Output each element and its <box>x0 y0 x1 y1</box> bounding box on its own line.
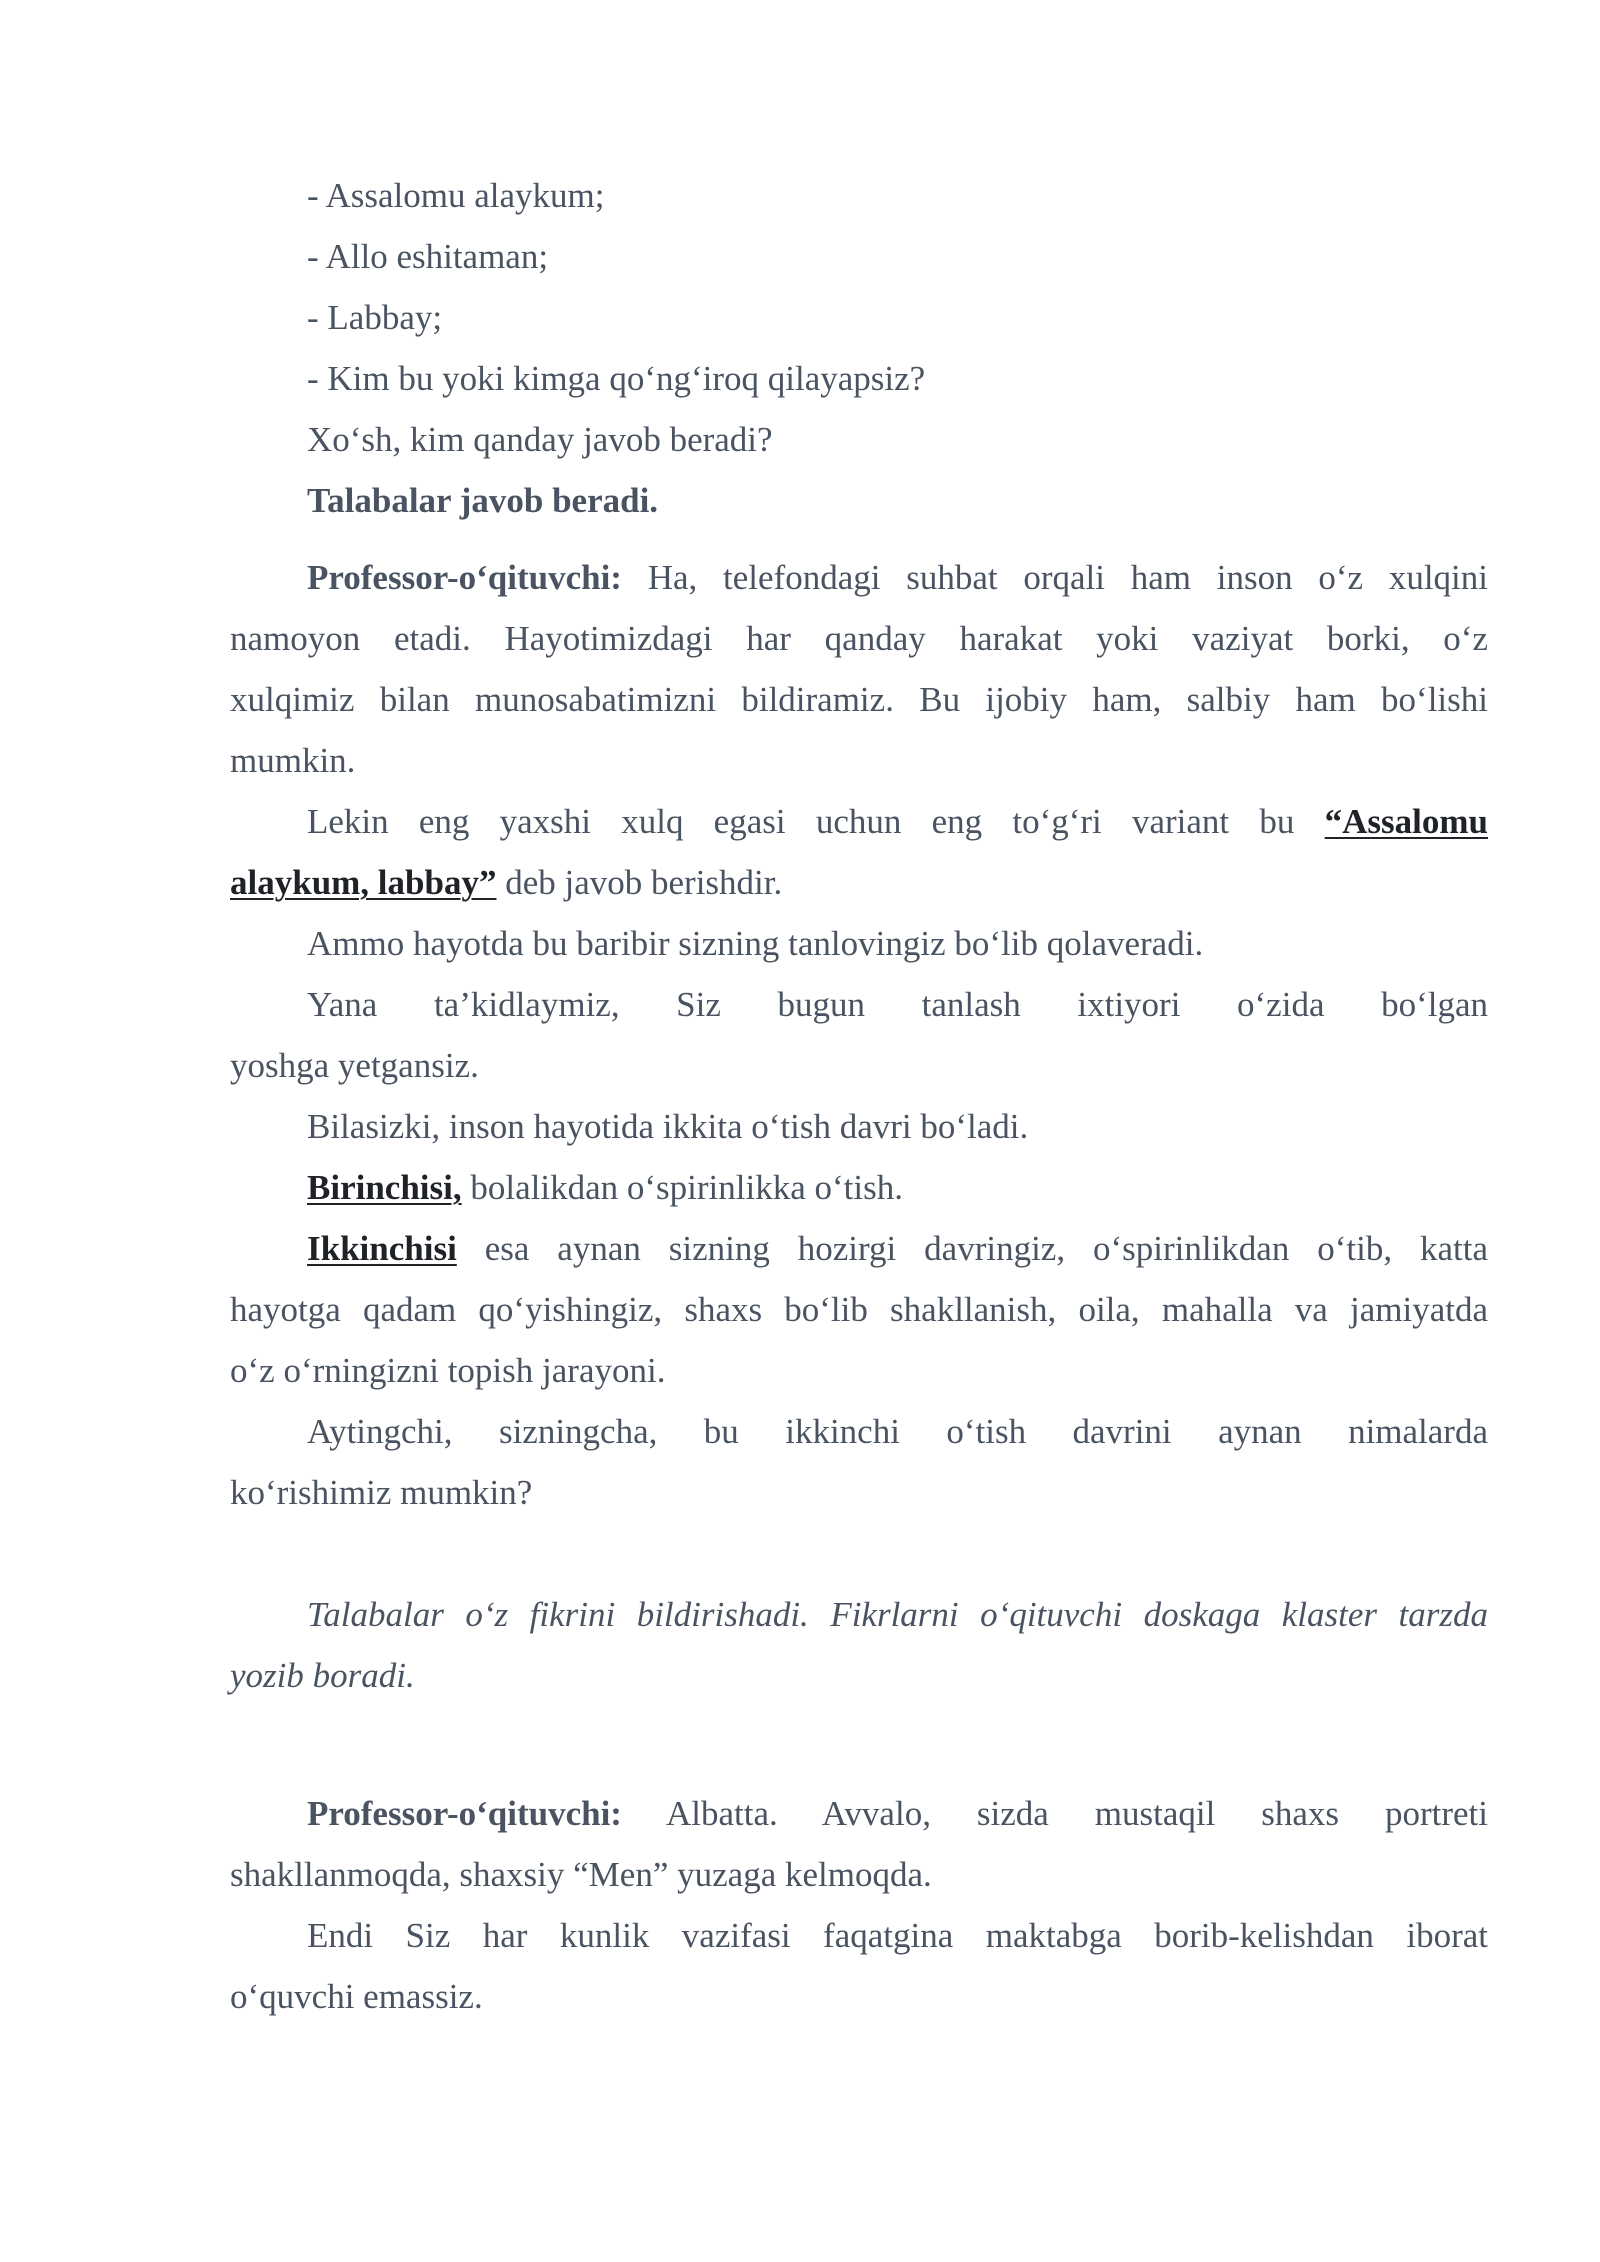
speaker-label: Professor-o‘qituvchi: <box>307 558 622 597</box>
note-line-2: yozib boradi. <box>230 1656 415 1695</box>
term-first: Birinchisi, <box>307 1168 462 1207</box>
paragraph-9-line-1 <box>230 1783 1488 1844</box>
paragraph-2-line-1 <box>230 791 1488 852</box>
paragraph-1-line-4: mumkin. <box>230 741 356 780</box>
dialogue-line-1: - Assalomu alaykum; <box>307 176 605 215</box>
dialogue-line-2: - Allo eshitaman; <box>307 237 549 276</box>
paragraph-1-line-2: namoyon etadi. Hayotimizdagi har qanday harakat yoki vaziyat borki, o‘z <box>230 619 1488 658</box>
paragraph-gap <box>230 1706 1488 1783</box>
dialogue-line-4: - Kim bu yoki kimga qo‘ng‘iroq qilayapsiz? <box>307 359 926 398</box>
paragraph-6-text: bolalikdan o‘spirinlikka o‘tish. <box>461 1168 903 1207</box>
note-line-1: Talabalar o‘z fikrini bildirishadi. Fikrlarni o‘qituvchi doskaga klaster tarzda <box>307 1595 1488 1634</box>
paragraph-7-line-2: hayotga qadam qo‘yishingiz, shaxs bo‘lib shakllanish, oila, mahalla va jamiyatda <box>230 1290 1488 1329</box>
quoted-greeting-part-2: alaykum, labbay” <box>230 863 497 902</box>
paragraph-7-text: esa aynan sizning hozirgi davringiz, o‘spirinlikdan o‘tib, katta <box>456 1229 1488 1268</box>
paragraph-4-line-1: Yana ta’kidlaymiz, Siz bugun tanlash ixtiyori o‘zida bo‘lgan <box>307 985 1488 1024</box>
paragraph-2-line-2 <box>230 852 1488 913</box>
paragraph-1-line-1 <box>230 547 1488 608</box>
term-second: Ikkinchisi <box>307 1229 457 1268</box>
paragraph-5: Bilasizki, inson hayotida ikkita o‘tish davri bo‘ladi. <box>307 1107 1029 1146</box>
paragraph-1-text: Ha, telefondagi suhbat orqali ham inson o‘z xulqini <box>647 558 1488 597</box>
quoted-greeting-part-1: “Assalomu <box>1324 802 1488 841</box>
paragraph-2-text: Lekin eng yaxshi xulq egasi uchun eng to‘g‘ri variant bu <box>307 802 1295 841</box>
paragraph-1-line-3: xulqimiz bilan munosabatimizni bildiramiz. Bu ijobiy ham, salbiy ham bo‘lishi <box>230 680 1488 719</box>
paragraph-6 <box>230 1157 1488 1218</box>
document-page <box>230 165 1488 2027</box>
paragraph-4-line-2: yoshga yetgansiz. <box>230 1046 479 1085</box>
paragraph-8-line-2: ko‘rishimiz mumkin? <box>230 1473 533 1512</box>
paragraph-10-line-2: o‘quvchi emassiz. <box>230 1977 483 2016</box>
paragraph-9-line-2: shakllanmoqda, shaxsiy “Men” yuzaga kelmoqda. <box>230 1855 932 1894</box>
paragraph-10-line-1: Endi Siz har kunlik vazifasi faqatgina maktabga borib-kelishdan iborat <box>307 1916 1488 1955</box>
paragraph-8-line-1: Aytingchi, sizningcha, bu ikkinchi o‘tish davrini aynan nimalarda <box>307 1412 1488 1451</box>
paragraph-3: Ammo hayotda bu baribir sizning tanlovingiz bo‘lib qolaveradi. <box>307 924 1204 963</box>
speaker-label: Professor-o‘qituvchi: <box>307 1794 622 1833</box>
paragraph-9-text: Albatta. Avvalo, sizda mustaqil shaxs portreti <box>621 1794 1488 1833</box>
paragraph-2-tail: deb javob berishdir. <box>496 863 783 902</box>
dialogue-line-3: - Labbay; <box>307 298 443 337</box>
paragraph-7-line-3: o‘z o‘rningizni topish jarayoni. <box>230 1351 666 1390</box>
students-answer-line: Talabalar javob beradi. <box>307 481 659 520</box>
paragraph-gap <box>230 1523 1488 1584</box>
question-line: Xo‘sh, kim qanday javob beradi? <box>307 420 773 459</box>
paragraph-7-line-1 <box>230 1218 1488 1279</box>
paragraph-gap <box>230 531 1488 547</box>
